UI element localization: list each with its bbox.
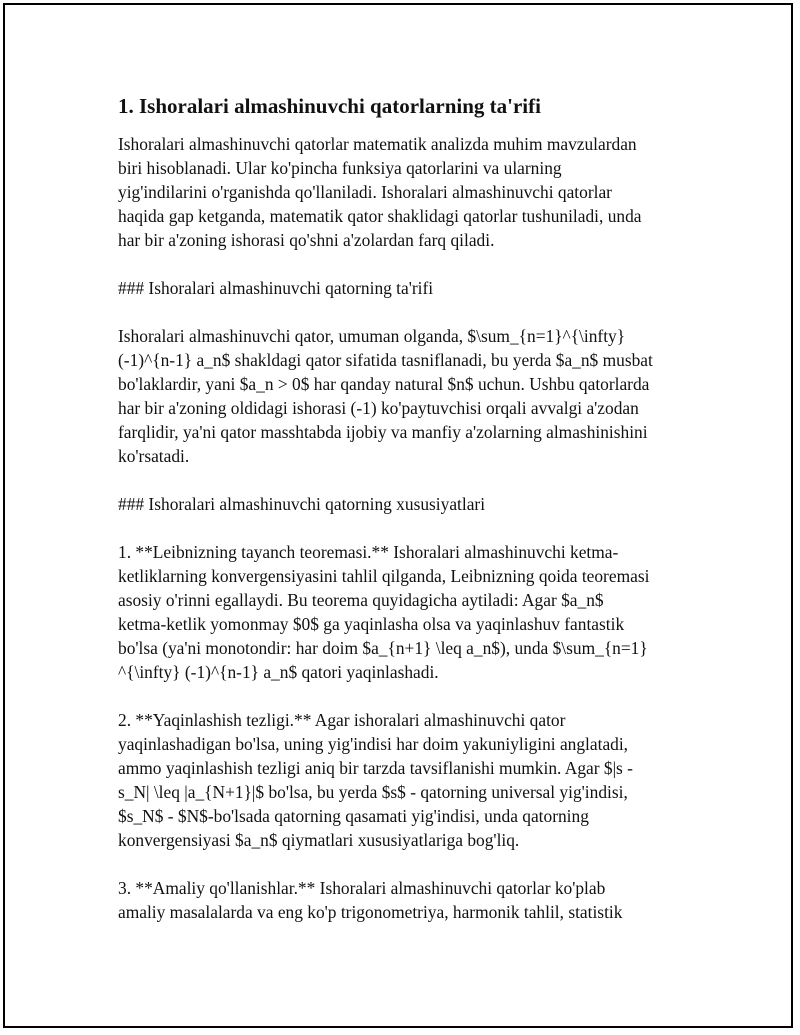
text-line: ### Ishoralari almashinuvchi qatorning xususiyatlari — [118, 494, 486, 514]
text-line: 2. **Yaqinlashish tezligi.** Agar ishoralari almashinuvchi qator — [118, 710, 566, 730]
paragraph — [118, 876, 698, 924]
text-line: har bir a'zoning oldidagi ishorasi (-1) ko'paytuvchisi orqali avvalgi a'zodan — [118, 398, 639, 418]
text-line: har bir a'zoning ishorasi qo'shni a'zolardan farq qiladi. — [118, 230, 495, 250]
text-line: ^{\infty} (-1)^{n-1} a_n$ qatori yaqinlashadi. — [118, 662, 439, 682]
text-line: ammo yaqinlashish tezligi aniq bir tarzda tavsiflanishi mumkin. Agar $|s - — [118, 758, 633, 778]
text-line: 1. **Leibnizning tayanch teoremasi.** Ishoralari almashinuvchi ketma- — [118, 542, 619, 562]
paragraph — [118, 540, 698, 684]
text-line: farqlidir, ya'ni qator masshtabda ijobiy va manfiy a'zolarning almashinishini — [118, 422, 648, 442]
paragraph — [118, 324, 698, 468]
text-line: ketliklarning konvergensiyasini tahlil qilganda, Leibnizning qoida teoremasi — [118, 566, 650, 586]
section-heading — [118, 492, 698, 516]
page-title: 1. Ishoralari almashinuvchi qatorlarning ta'rifi — [118, 94, 541, 118]
text-line: $s_N$ - $N$-bo'lsada qatorning qasamati yig'indisi, unda qatorning — [118, 806, 589, 826]
paragraph-list — [118, 132, 698, 924]
text-line: ko'rsatadi. — [118, 446, 190, 466]
text-line: (-1)^{n-1} a_n$ shakldagi qator sifatida tasniflanadi, bu yerda $a_n$ musbat — [118, 350, 653, 370]
text-line: ### Ishoralari almashinuvchi qatorning ta'rifi — [118, 278, 434, 298]
text-line: biri hisoblanadi. Ular ko'pincha funksiya qatorlarini va ularning — [118, 158, 562, 178]
text-line: Ishoralari almashinuvchi qator, umuman olganda, $\sum_{n=1}^{\infty} — [118, 326, 626, 346]
text-line: s_N| \leq |a_{N+1}|$ bo'lsa, bu yerda $s$ - qatorning universal yig'indisi, — [118, 782, 628, 802]
text-line: ketma-ketlik yomonmay $0$ ga yaqinlasha olsa va yaqinlashuv fantastik — [118, 614, 625, 634]
text-line: yig'indilarini o'rganishda qo'llaniladi. Ishoralari almashinuvchi qatorlar — [118, 182, 612, 202]
text-line: 3. **Amaliy qo'llanishlar.** Ishoralari almashinuvchi qatorlar ko'plab — [118, 878, 606, 898]
text-line: Ishoralari almashinuvchi qatorlar matematik analizda muhim mavzulardan — [118, 134, 637, 154]
text-line: bo'lsa (ya'ni monotondir: har doim $a_{n+1} \leq a_n$), unda $\sum_{n=1} — [118, 638, 648, 658]
text-line: yaqinlashadigan bo'lsa, uning yig'indisi har doim yakuniyligini anglatadi, — [118, 734, 629, 754]
text-line: asosiy o'rinni egallaydi. Bu teorema quyidagicha aytiladi: Agar $a_n$ — [118, 590, 604, 610]
paragraph — [118, 132, 698, 252]
paragraph — [118, 708, 698, 852]
text-line: konvergensiyasi $a_n$ qiymatlari xususiyatlariga bog'liq. — [118, 830, 520, 850]
text-line: haqida gap ketganda, matematik qator shaklidagi qatorlar tushuniladi, unda — [118, 206, 642, 226]
document-body — [118, 92, 698, 948]
section-heading — [118, 276, 698, 300]
text-line: amaliy masalalarda va eng ko'p trigonometriya, harmonik tahlil, statistik — [118, 902, 623, 922]
text-line: bo'laklardir, yani $a_n > 0$ har qanday natural $n$ uchun. Ushbu qatorlarda — [118, 374, 650, 394]
